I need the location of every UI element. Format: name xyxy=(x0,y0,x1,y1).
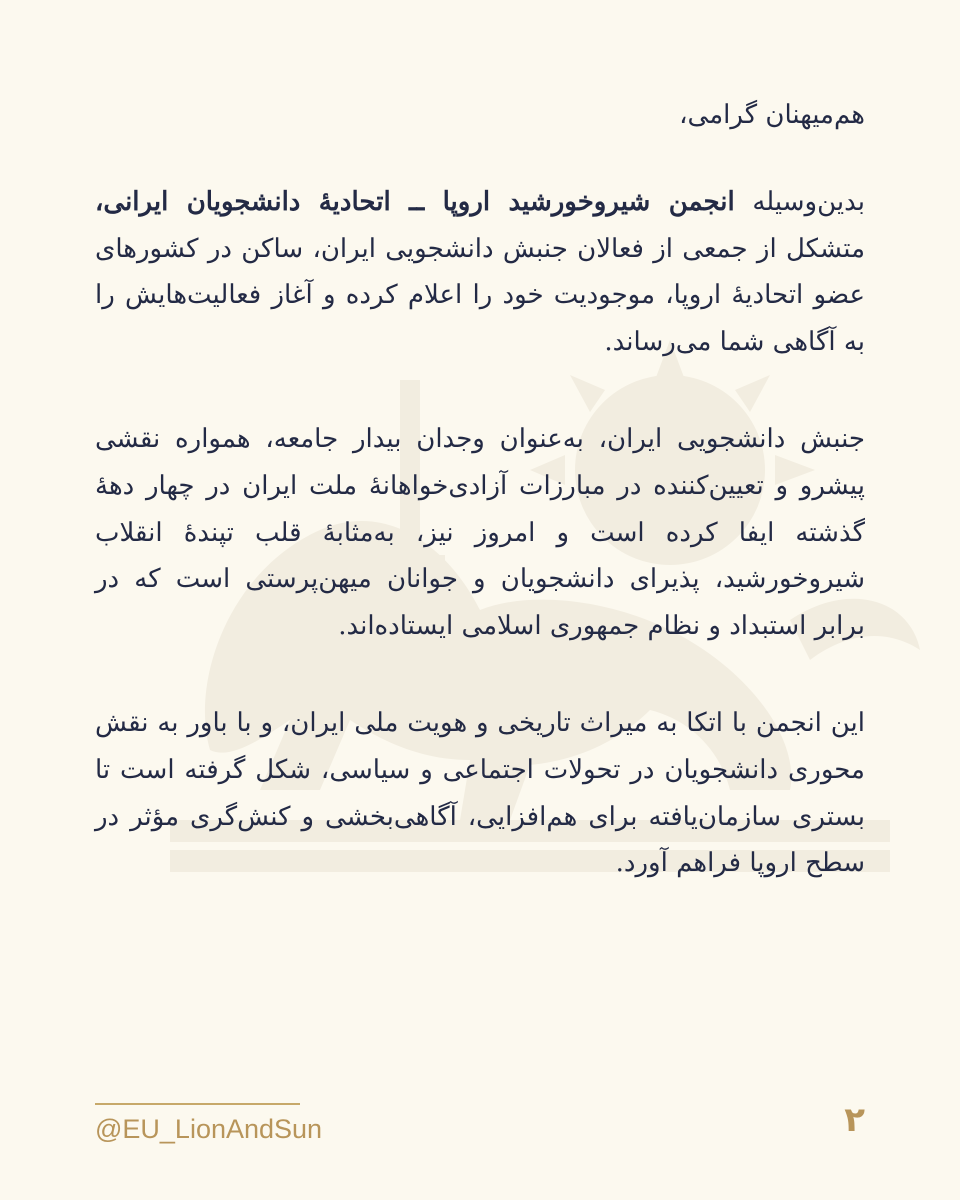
social-handle: @EU_LionAndSun xyxy=(95,1114,323,1144)
greeting: هم‌میهنان گرامی، xyxy=(679,100,865,130)
paragraph-introduction xyxy=(95,179,865,366)
letter-body xyxy=(95,92,865,937)
introduction-text: متشکل از جمعی از فعالان جنبش دانشجویی ایران، ساکن در کشورهای عضو اتحادیهٔ اروپا، موجودیت خود را اعلام کرده و آغاز فعالیت‌هایش را به آگاهی شما می‌رساند. xyxy=(95,233,865,358)
intro-word: بدین‌وسیله xyxy=(752,186,866,217)
paragraph-mission: این انجمن با اتکا به میراث تاریخی و هویت ملی ایران، و با باور به نقش محوری دانشجویان در تحولات اجتماعی و سیاسی، شکل گرفته است تا بستری سازمان‌یافته برای هم‌افزایی، آگاهی‌بخشی و کنش‌گری مؤثر در سطح اروپا فراهم آورد. xyxy=(95,707,865,879)
page-number: ۲ xyxy=(844,1100,865,1140)
paragraph-student-movement: جنبش دانشجویی ایران، به‌عنوان وجدان بیدار جامعه، همواره نقشی پیشرو و تعیین‌کننده در مبارزات آزادی‌خواهانهٔ ملت ایران در چهار دههٔ گذشته ایفا کرده است و امروز نیز، به‌مثابهٔ قلب تپندهٔ انقلاب شیروخورشید، پذیرای دانشجویان و جوانان میهن‌پرستی است که در برابر استبداد و نظام جمهوری اسلامی ایستاده‌اند. xyxy=(95,423,865,642)
footer-divider xyxy=(95,1103,300,1105)
organization-name: انجمن شیروخورشید اروپا ــ اتحادیهٔ دانشجویان ایرانی، xyxy=(95,186,735,217)
